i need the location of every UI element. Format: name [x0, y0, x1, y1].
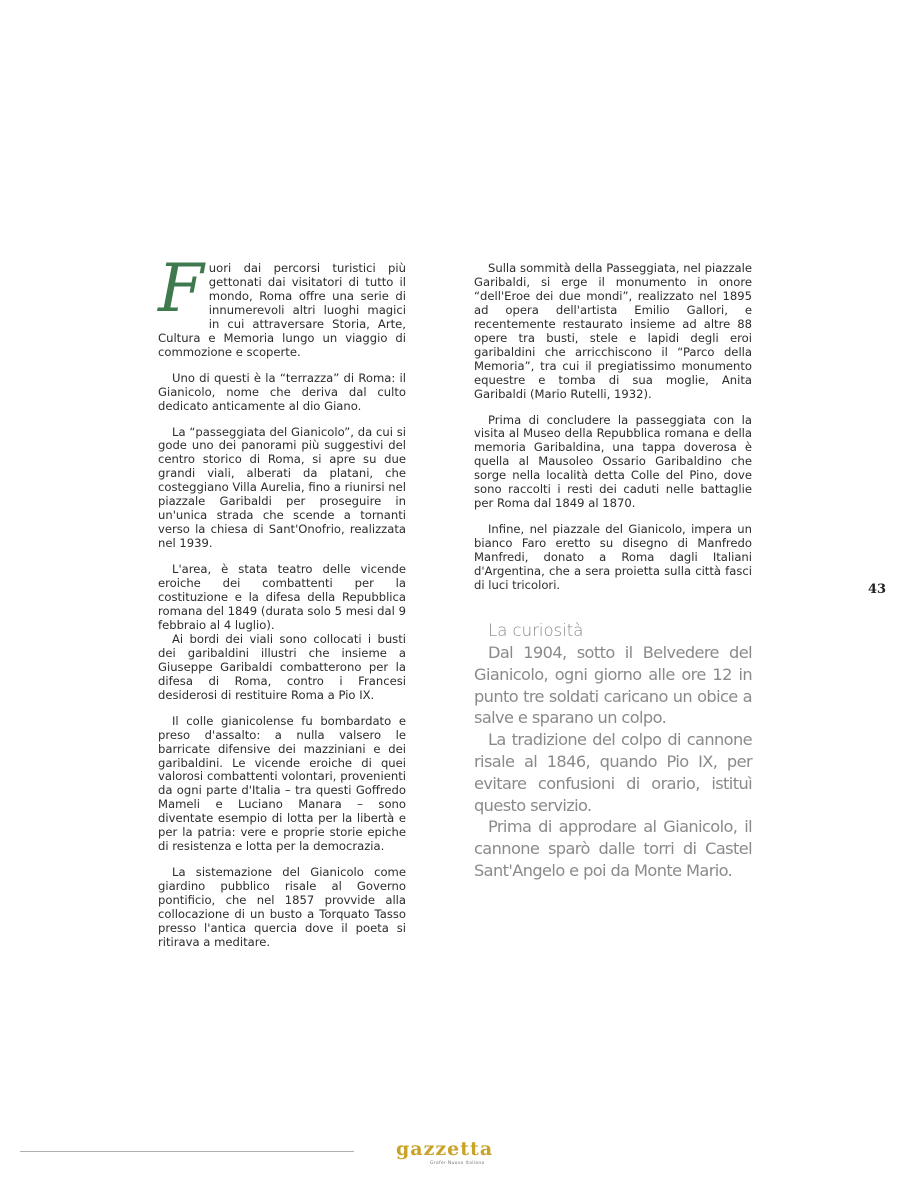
body-paragraph: La sistemazione del Gianicolo come giardino pubblico risale al Governo pontificio, che nel 1857 provvide alla collocazione di un busto a Torquato Tasso presso l'antica quercia dove il poeta si ritirava a meditare. — [158, 865, 406, 949]
body-paragraph: L'area, è stata teatro delle vicende eroiche dei combattenti per la costituzione e la difesa della Repubblica romana del 1849 (durata solo 5 mesi dal 9 febbraio al 4 luglio). — [158, 562, 406, 632]
drop-cap: F — [158, 250, 204, 327]
body-paragraph: La “passeggiata del Gianicolo”, da cui si gode uno dei panorami più suggestivi del centro storico di Roma, si apre su due grandi viali, alberati da platani, che costeggiano Villa Aurelia, fino a riunirsi nel piazzale Garibaldi per proseguire in un'unica strada che scende a tornanti verso la chiesa di Sant'Onofrio, realizzata nel 1939. — [158, 424, 406, 551]
curiosity-paragraph: Prima di approdare al Gianicolo, il cannone sparò dalle torri di Castel Sant'Angelo e poi da Monte Mario. — [474, 817, 752, 880]
right-column — [474, 262, 752, 605]
logo-subtitle: Grafer·Nuovo Italiano — [430, 1161, 485, 1166]
footer-divider — [20, 1151, 354, 1152]
body-paragraph: Prima di concludere la passeggiata con la visita al Museo della Repubblica romana e della memoria Garibaldina, una tappa doverosa è quella al Mausoleo Ossario Garibaldino che sorge nella località detta Colle del Pino, dove sono raccolti i resti dei caduti nelle battaglie per Roma dal 1849 al 1870. — [474, 412, 752, 511]
left-column — [158, 250, 406, 962]
page-number: 43 — [868, 582, 887, 597]
curiosity-title: La curiosità — [488, 621, 584, 640]
gazzetta-logo — [396, 1138, 514, 1174]
intro-paragraph — [158, 250, 406, 360]
logo-text: gazzetta — [396, 1138, 494, 1160]
curiosity-paragraph: La tradizione del colpo di cannone risale al 1846, quando Pio IX, per evitare confusioni di orario, istituì questo servizio. — [474, 730, 752, 815]
body-paragraph: Il colle gianicolense fu bombardato e preso d'assalto: a nulla valsero le barricate difensive dei mazziniani e dei garibaldini. Le vicende eroiche di quei valorosi combattenti volontari, provenienti da ogni parte d'Italia – tra questi Goffredo Mameli e Luciano Manara – sono diventate esempio di lotta per la libertà e per la patria: vere e proprie storie epiche di resistenza e lotta per la democrazia. — [158, 713, 406, 854]
curiosity-paragraph: Dal 1904, sotto il Belvedere del Gianicolo, ogni giorno alle ore 12 in punto tre soldati caricano un obice a salve e sparano un colpo. — [474, 643, 752, 728]
body-paragraph: Uno di questi è la “terrazza” di Roma: il Gianicolo, nome che deriva dal culto dedicato anticamente al dio Giano. — [158, 370, 406, 413]
curiosity-box — [474, 620, 752, 882]
intro-text: uori dai percorsi turistici più gettonati dai visitatori di tutto il mondo, Roma offre una serie di innumerevoli altri luoghi magici in cui attraversare Storia, Arte, Cultura e Memoria lungo un viaggio di commozione e scoperte. — [158, 261, 406, 359]
body-paragraph: Sulla sommità della Passeggiata, nel piazzale Garibaldi, si erge il monumento in onore “dell'Eroe dei due mondi”, realizzato nel 1895 ad opera dell'artista Emilio Gallori, e recentemente restaurato insieme ad altre 88 opere tra busti, stele e lapidi degli eroi garibaldini che arricchiscono il “Parco della Memoria”, tra cui il pregiatissimo monumento equestre e tomba di sua moglie, Anita Garibaldi (Mario Rutelli, 1932). — [474, 261, 752, 401]
body-paragraph: Ai bordi dei viali sono collocati i busti dei garibaldini illustri che insieme a Giuseppe Garibaldi combatterono per la difesa di Roma, contro i Francesi desiderosi di restituire Roma a Pio IX. — [158, 631, 406, 702]
body-paragraph: Infine, nel piazzale del Gianicolo, impera un bianco Faro eretto su disegno di Manfredo Manfredi, donato a Roma dagli Italiani d'Argentina, che a sera proietta sulla città fasci di luci tricolori. — [474, 522, 752, 593]
